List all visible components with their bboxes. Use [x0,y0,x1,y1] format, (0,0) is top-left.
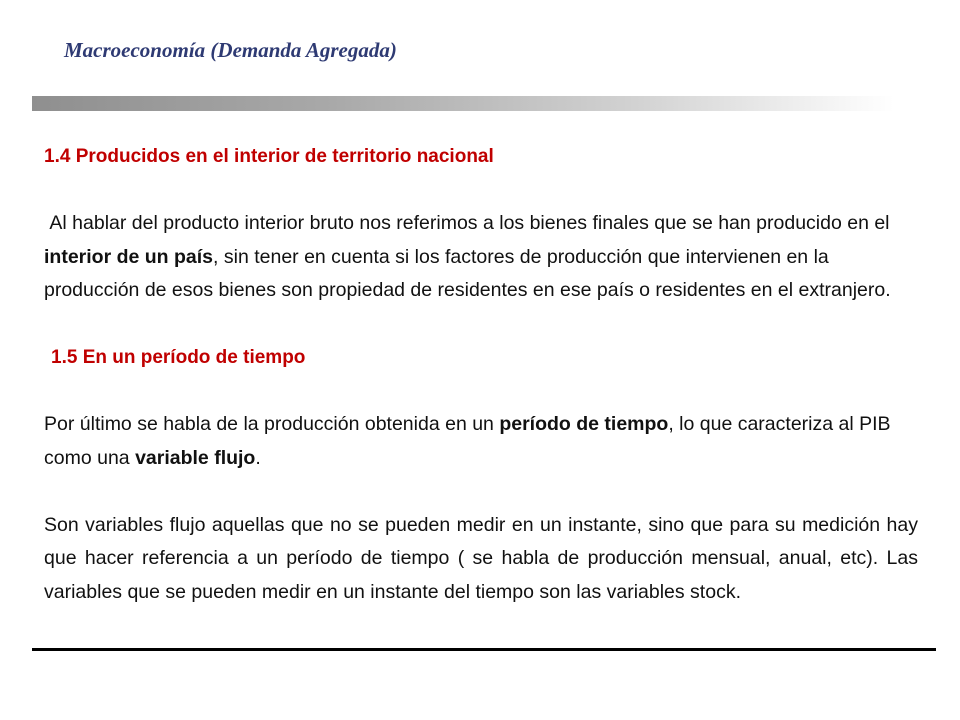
footer-divider-line [32,648,936,651]
spacer [44,375,918,409]
paragraph-bold-text: interior de un país [44,245,214,268]
paragraph-text: , sin tener en cuenta si los factores de producción que intervienen en la producción de esos bienes son propiedad de residentes en ese país o residentes en el extranjero. [44,245,891,301]
slide-content [44,140,918,609]
spacer [44,174,918,208]
paragraph-text: Por último se habla de la producción obtenida en un [44,413,500,435]
paragraph-bold-text: variable flujo [135,446,256,469]
paragraph-1-4 [44,207,918,308]
header-gradient-divider [32,96,894,111]
paragraph-text: Al hablar del producto interior bruto nos referimos a los bienes finales que se han producido en el [44,212,895,234]
section-heading-1-4: 1.4 Producidos en el interior de territorio nacional [44,146,494,167]
paragraph-text: . [255,446,261,469]
paragraph-text: , lo que caracteriza al PIB como una [44,413,891,469]
section-heading-1-5: 1.5 En un período de tiempo [51,347,306,368]
paragraph-1-5-b: Son variables flujo aquellas que no se pueden medir en un instante, sino que para su medición hay que hacer referencia a un período de tiempo ( se habla de producción mensual, anual, etc). Las variables que se pueden medir en un instante del tiempo son las variables stock. [44,513,918,603]
slide-header-title: Macroeconomía (Demanda Agregada) [64,38,397,62]
spacer [44,308,918,342]
paragraph-bold-text: período de tiempo [499,413,669,435]
paragraph-1-5-a [44,408,918,475]
spacer [44,475,918,509]
